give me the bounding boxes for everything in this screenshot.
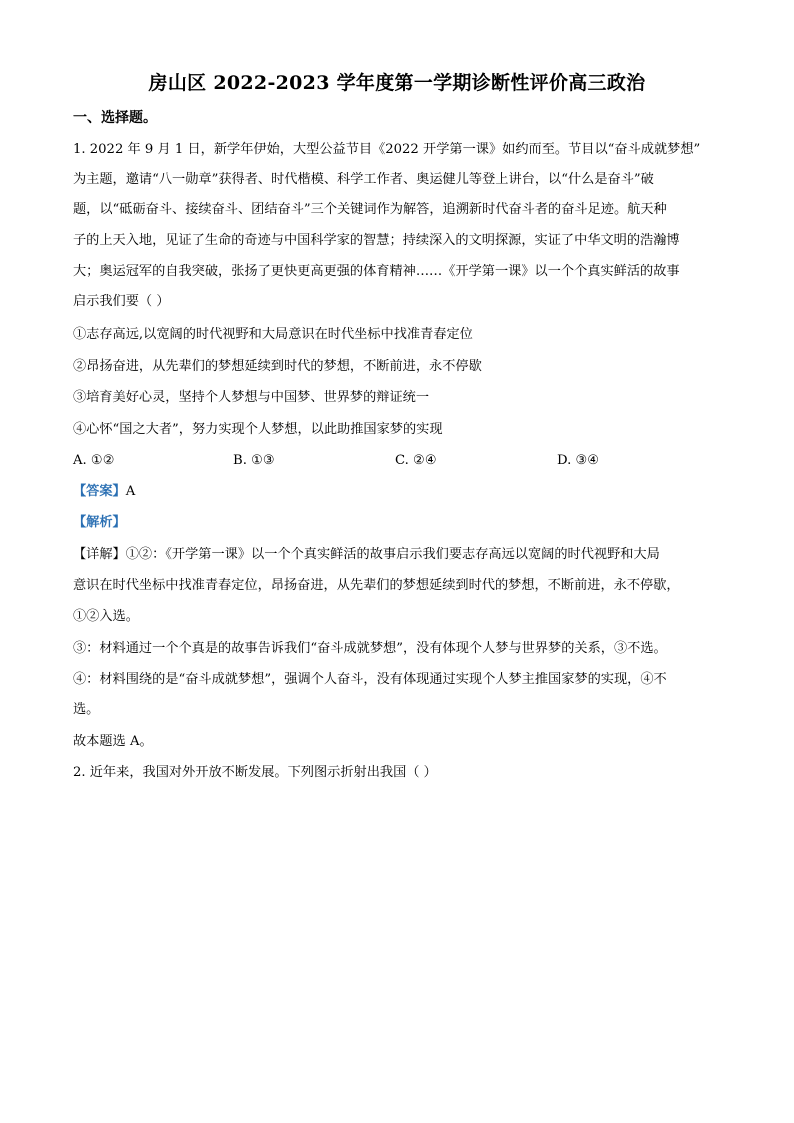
answer-line	[73, 482, 135, 502]
detail-line: 选。	[73, 702, 100, 717]
detail-line: ④：材料围绕的是“奋斗成就梦想”，强调个人奋斗，没有体现通过实现个人梦主推国家梦的实现，④不	[73, 672, 667, 687]
q1-statement: ②昂扬奋进，从先辈们的梦想延续到时代的梦想，不断前进，永不停歇	[73, 359, 482, 374]
detail-line: ①②入选。	[73, 609, 139, 624]
q1-stem-line: 1. 2022 年 9 月 1 日，新学年伊始，大型公益节目《2022 开学第一课》如约而至。节目以“奋斗成就梦想”	[73, 142, 701, 157]
detail-text: ①②：《开学第一课》以一个个真实鲜活的故事启示我们要志存高远以宽阔的时代视野和大局	[125, 547, 660, 562]
q1-statement: ④心怀“国之大者”，努力实现个人梦想，以此助推国家梦的实现	[73, 422, 443, 437]
q1-stem-line: 启示我们要（ ）	[73, 294, 170, 309]
analysis-tag: 【解析】	[73, 515, 126, 530]
q2-stem: 2. 近年来，我国对外开放不断发展。下列图示折射出我国（ ）	[73, 765, 437, 780]
detail-line	[73, 545, 660, 565]
q1-stem-line: 题，以“砥砺奋斗、接续奋斗、团结奋斗”三个关键词作为解答，追溯新时代奋斗者的奋斗足迹。航天种	[73, 202, 667, 217]
answer-tag: 【答案】	[73, 484, 126, 499]
section-heading: 一、选择题。	[73, 110, 157, 126]
answer-value: A	[125, 484, 136, 499]
detail-line: 意识在时代坐标中找准青春定位，昂扬奋进，从先辈们的梦想延续到时代的梦想，不断前进，永不停歇，	[73, 578, 680, 593]
q1-stem-line: 子的上天入地，见证了生命的奇迹与中国科学家的智慧；持续深入的文明探源，实证了中华文明的浩瀚博	[73, 233, 680, 248]
option-b: B. ①③	[233, 453, 275, 468]
page-title: 房山区 2022-2023 学年度第一学期诊断性评价高三政治	[148, 72, 646, 94]
q1-statement: ③培育美好心灵，坚持个人梦想与中国梦、世界梦的辩证统一	[73, 390, 430, 405]
detail-tag: 【详解】	[73, 547, 126, 562]
q1-stem-line: 大；奥运冠军的自我突破，张扬了更快更高更强的体育精神……《开学第一课》以一个个真实鲜活的故事	[73, 264, 680, 279]
q1-statement: ①志存高远,以宽阔的时代视野和大局意识在时代坐标中找准青春定位	[73, 327, 473, 342]
detail-conclusion: 故本题选 A。	[73, 734, 153, 749]
analysis-line	[73, 513, 126, 533]
detail-line: ③：材料通过一个个真是的故事告诉我们“奋斗成就梦想”，没有体现个人梦与世界梦的关系，③不选。	[73, 641, 667, 656]
q1-options-row	[73, 451, 733, 471]
q1-stem-line: 为主题，邀请“八一勋章”获得者、时代楷模、科学工作者、奥运健儿等登上讲台，以“什么是奋斗”破	[73, 172, 654, 187]
option-d: D. ③④	[557, 453, 600, 468]
option-a: A. ①②	[73, 453, 115, 468]
option-c: C. ②④	[395, 453, 437, 468]
